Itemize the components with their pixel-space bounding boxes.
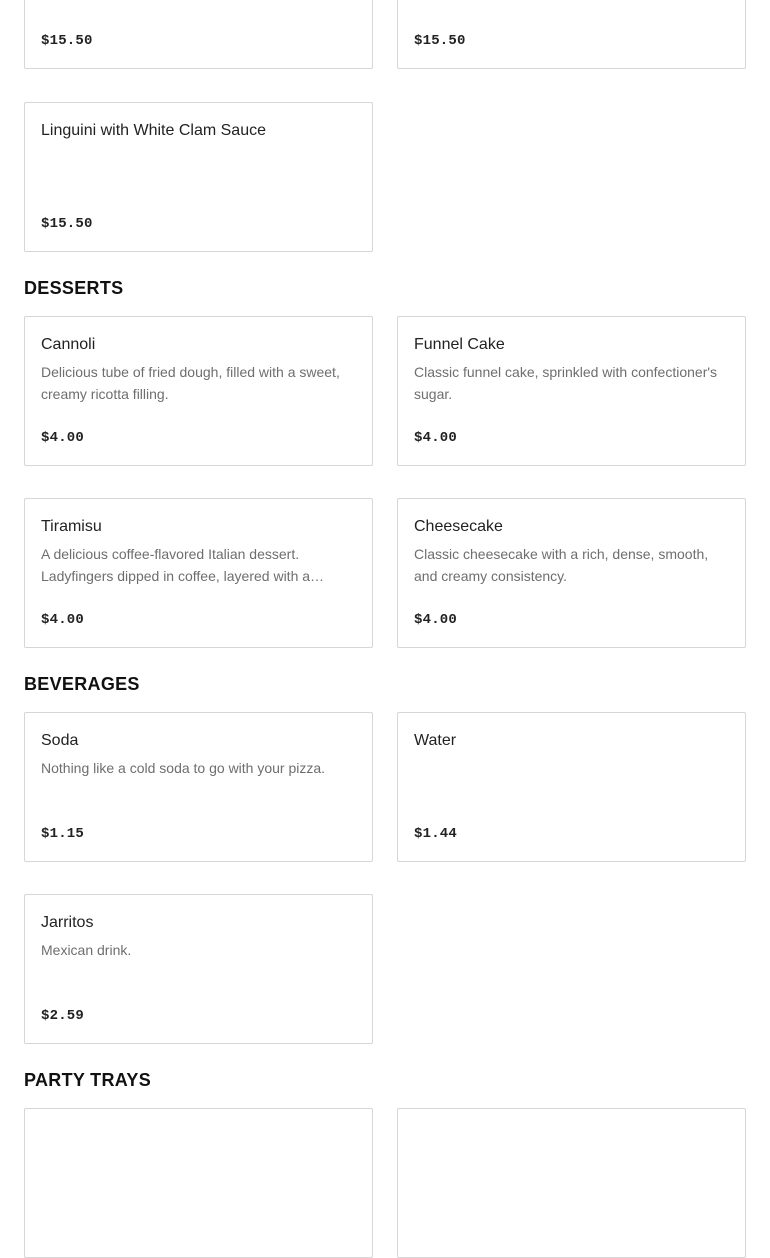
menu-item-description: Classic funnel cake, sprinkled with confectioner's sugar. <box>414 364 718 402</box>
menu-item-card[interactable] <box>24 102 373 252</box>
menu-item-name: Soda <box>41 732 79 749</box>
menu-item-name: Linguini with White Clam Sauce <box>41 122 266 139</box>
menu-item-card[interactable] <box>24 712 373 862</box>
menu-item-price: $4.00 <box>41 430 85 446</box>
menu-item-description: Nothing like a cold soda to go with your pizza. <box>41 760 326 776</box>
menu-item-description: Delicious tube of fried dough, filled with a sweet, creamy ricotta filling. <box>41 364 340 402</box>
menu-item-card[interactable] <box>24 316 373 466</box>
menu-item-card[interactable] <box>24 0 373 69</box>
section-title-desserts: DESSERTS <box>24 278 124 298</box>
menu-item-name: Cannoli <box>41 336 96 353</box>
menu-item-card[interactable] <box>24 498 373 648</box>
menu-item-price: $1.44 <box>414 826 458 842</box>
section-title-party-trays: PARTY TRAYS <box>24 1070 151 1090</box>
menu-item-name: Tiramisu <box>41 518 102 535</box>
menu-item-description: Mexican drink. <box>41 942 132 958</box>
menu-item-name: Water <box>414 732 457 749</box>
menu-item-card[interactable] <box>397 0 746 69</box>
menu-item-description: A delicious coffee-flavored Italian dessert. Ladyfingers dipped in coffee, layered with a <box>41 546 311 584</box>
menu-item-card[interactable] <box>24 1108 373 1258</box>
menu-item-price: $15.50 <box>414 33 466 49</box>
menu-item-price: $4.00 <box>414 612 458 628</box>
menu-item-price: $1.15 <box>41 826 85 842</box>
menu-item-price: $15.50 <box>41 33 93 49</box>
menu-item-price: $15.50 <box>41 216 93 232</box>
menu-item-name: Cheesecake <box>414 518 503 535</box>
menu-item-price: $2.59 <box>41 1008 85 1024</box>
menu-item-name: Jarritos <box>41 914 94 931</box>
menu-item-card[interactable] <box>397 498 746 648</box>
menu-item-price: $4.00 <box>41 612 85 628</box>
menu-item-card[interactable] <box>397 712 746 862</box>
menu-item-price: $4.00 <box>414 430 458 446</box>
menu-item-card[interactable] <box>24 894 373 1044</box>
menu-item-card[interactable] <box>397 1108 746 1258</box>
menu-item-card[interactable] <box>397 316 746 466</box>
menu-item-description: Classic cheesecake with a rich, dense, smooth, and creamy consistency. <box>414 546 709 584</box>
menu-item-name: Funnel Cake <box>414 336 505 353</box>
section-title-beverages: BEVERAGES <box>24 674 140 694</box>
